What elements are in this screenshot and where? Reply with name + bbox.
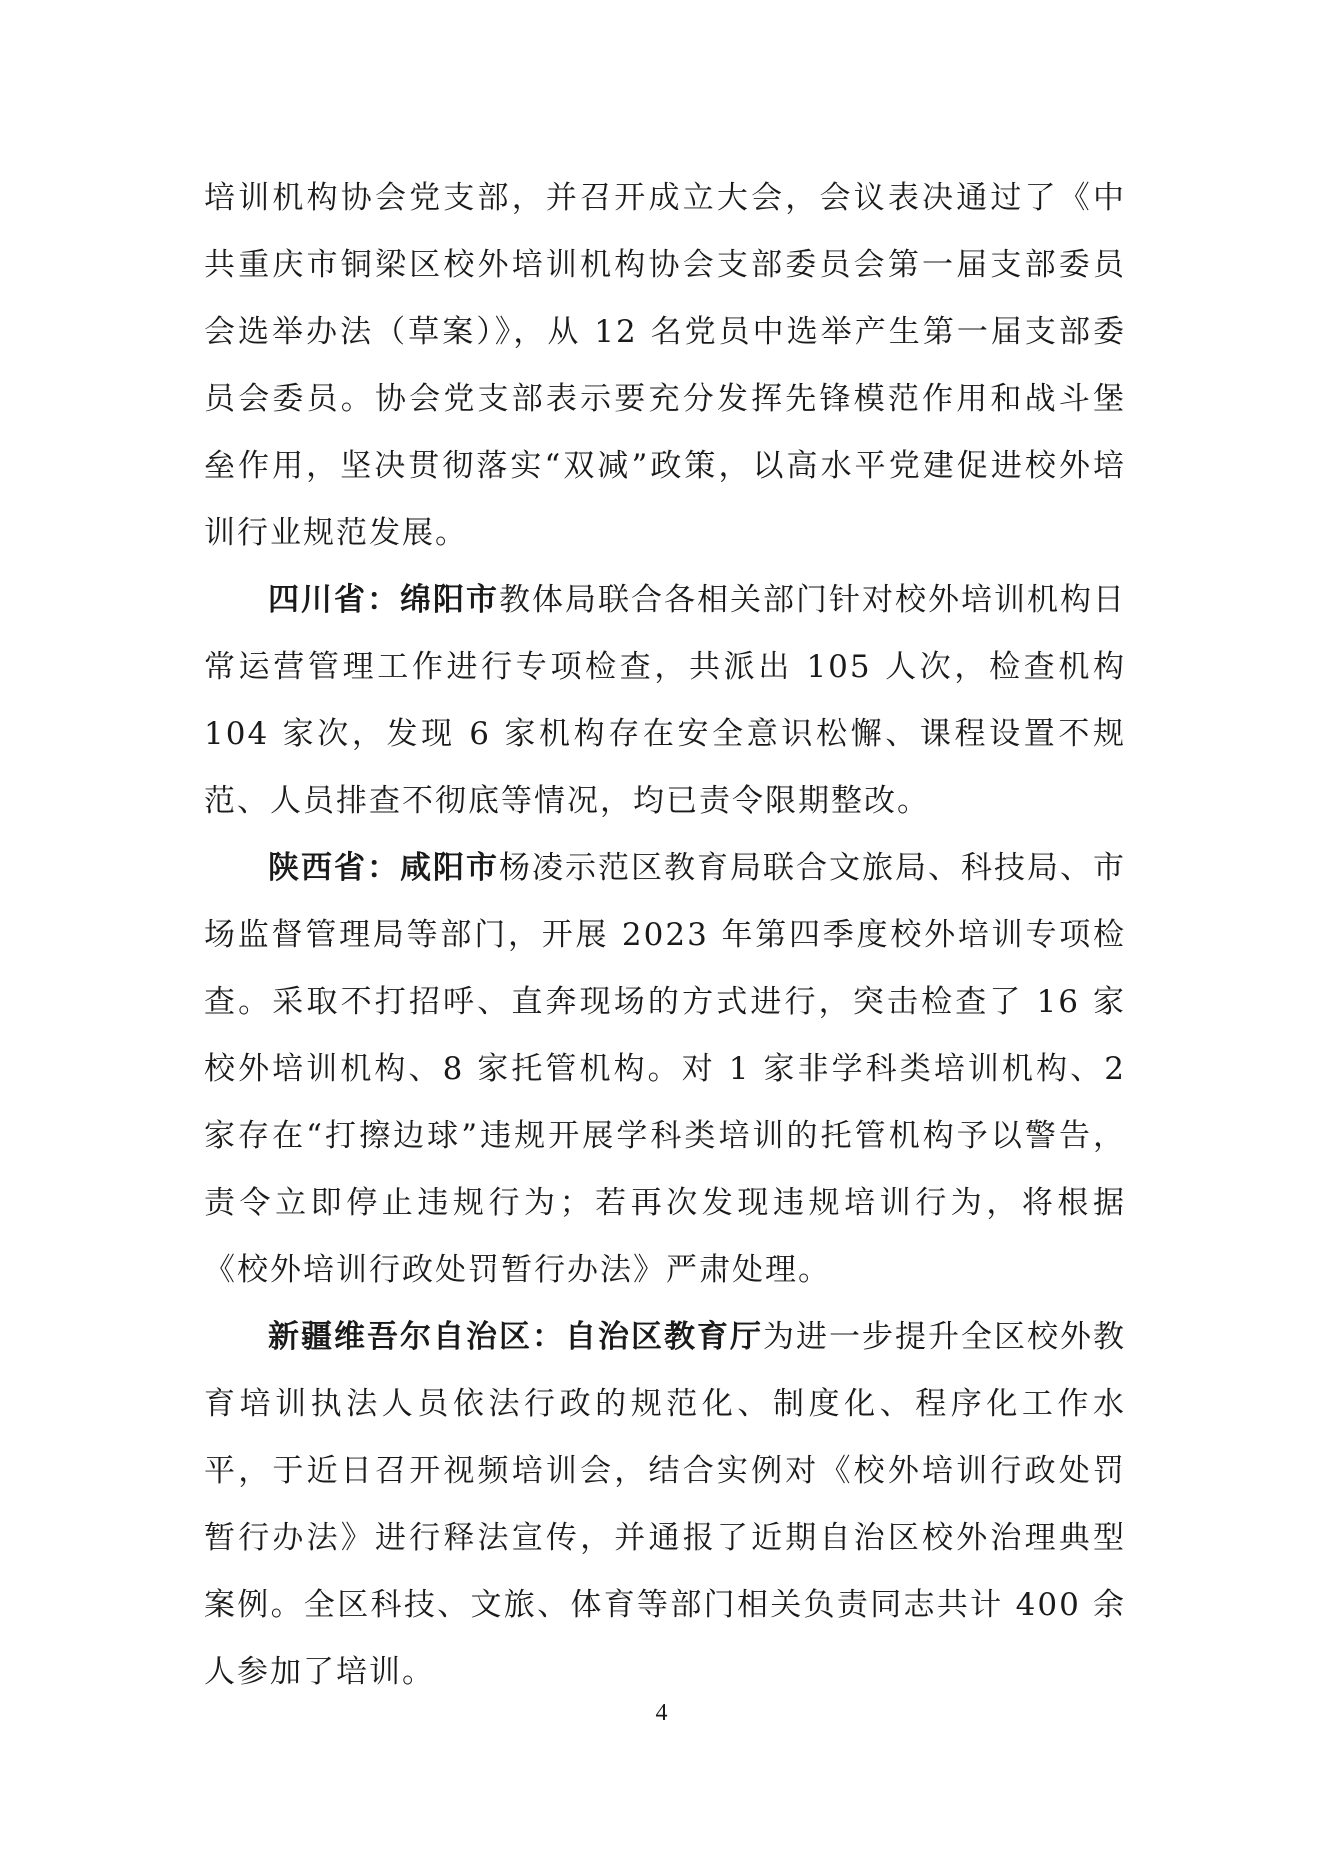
- document-body: [204, 165, 1126, 1706]
- paragraph-shaanxi: [204, 835, 1126, 1304]
- paragraph-sichuan: [204, 567, 1126, 835]
- paragraph-body: 教体局联合各相关部门针对校外培训机构日常运营管理工作进行专项检查，共派出 105 人次，检查机构 104 家次，发现 6 家机构存在安全意识松懈、课程设置不规范、人员排查不彻底等情况，均已责令限期整改。: [204, 582, 1126, 819]
- page-number: 4: [655, 1700, 668, 1726]
- paragraph-body: 培训机构协会党支部，并召开成立大会，会议表决通过了《中共重庆市铜梁区校外培训机构协会支部委员会第一届支部委员会选举办法（草案）》，从 12 名党员中选举产生第一届支部委员会委员。协会党支部表示要充分发挥先锋模范作用和战斗堡垒作用，坚决贯彻落实“双减”政策，以高水平党建促进校外培训行业规范发展。: [204, 180, 1126, 551]
- paragraph-chongqing-continued: [204, 165, 1126, 567]
- paragraph-lead: 陕西省：咸阳市: [268, 850, 499, 886]
- paragraph-xinjiang: [204, 1304, 1126, 1706]
- paragraph-lead: 新疆维吾尔自治区：自治区教育厅: [268, 1319, 763, 1355]
- paragraph-body: 杨凌示范区教育局联合文旅局、科技局、市场监督管理局等部门，开展 2023 年第四季度校外培训专项检查。采取不打招呼、直奔现场的方式进行，突击检查了 16 家校外培训机构、8 家托管机构。对 1 家非学科类培训机构、2 家存在“打擦边球”违规开展学科类培训的托管机构予以警告，责令立即停止违规行为；若再次发现违规培训行为，将根据《校外培训行政处罚暂行办法》严肃处理。: [204, 850, 1126, 1288]
- paragraph-lead: 四川省：绵阳市: [268, 582, 499, 618]
- paragraph-body: 为进一步提升全区校外教育培训执法人员依法行政的规范化、制度化、程序化工作水平，于近日召开视频培训会，结合实例对《校外培训行政处罚暂行办法》进行释法宣传，并通报了近期自治区校外治理典型案例。全区科技、文旅、体育等部门相关负责同志共计 400 余人参加了培训。: [204, 1319, 1126, 1690]
